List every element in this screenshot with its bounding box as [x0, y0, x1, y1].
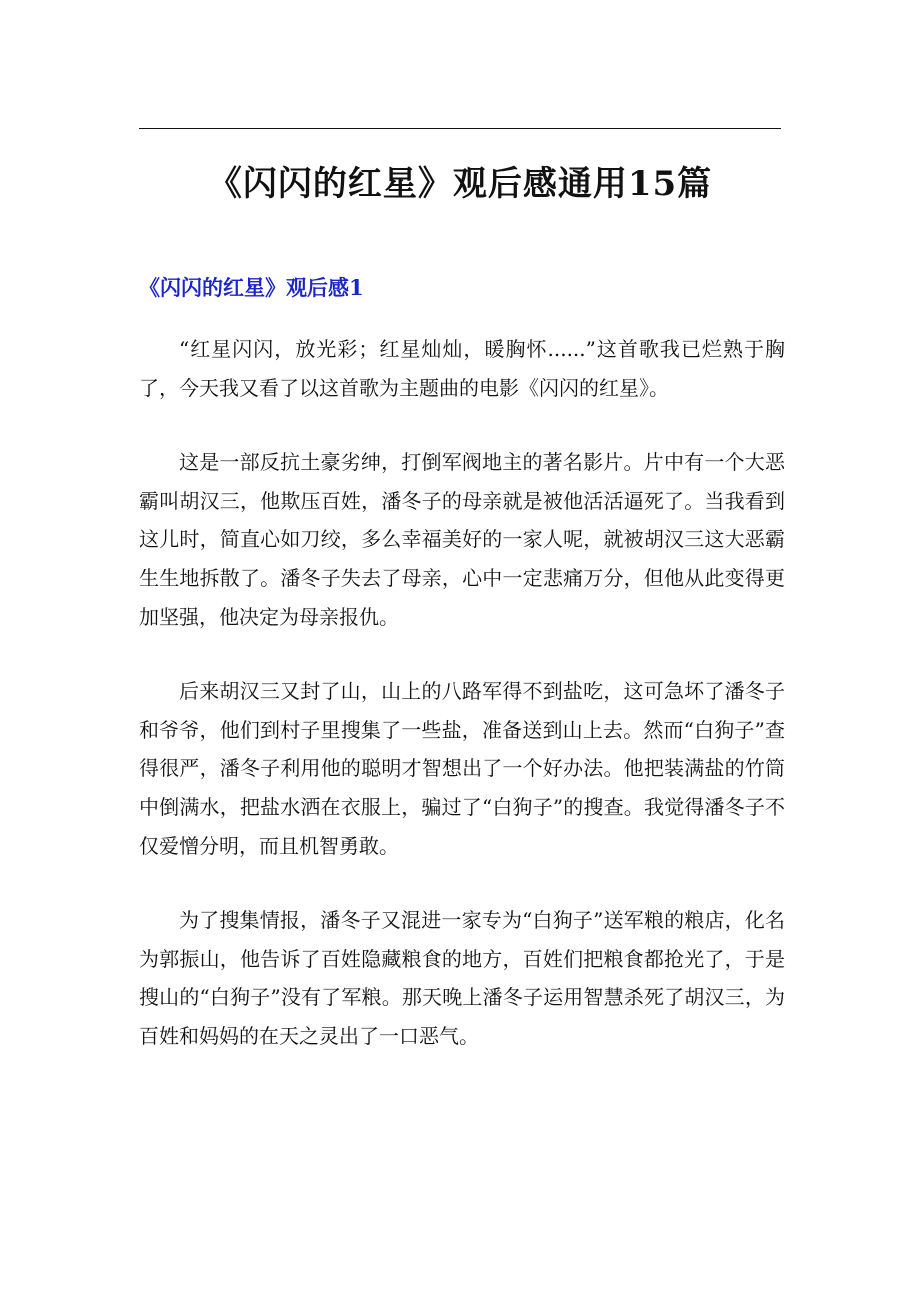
paragraph-1: “红星闪闪，放光彩；红星灿灿，暖胸怀......”这首歌我已烂熟于胸了，今天我又看了以这首歌为主题曲的电影《闪闪的红星》。 — [139, 337, 785, 400]
section-heading: 《闪闪的红星》观后感1 — [139, 275, 364, 300]
document-title: 《闪闪的红星》观后感通用15篇 — [207, 164, 713, 204]
paragraph-3: 后来胡汉三又封了山，山上的八路军得不到盐吃，这可急坏了潘冬子和爷爷，他们到村子里搜集了一些盐，准备送到山上去。然而“白狗子”查得很严，潘冬子利用他的聪明才智想出了一个好办法。他把装满盐的竹筒中倒满水，把盐水洒在衣服上，骗过了“白狗子”的搜查。我觉得潘冬子不仅爱憎分明，而且机智勇敢。 — [139, 679, 785, 858]
header-rule — [139, 128, 781, 129]
section-body — [139, 330, 785, 1092]
paragraph-2: 这是一部反抗土豪劣绅，打倒军阀地主的著名影片。片中有一个大恶霸叫胡汉三，他欺压百姓，潘冬子的母亲就是被他活活逼死了。当我看到这儿时，简直心如刀绞，多么幸福美好的一家人呢，就被胡汉三这大恶霸生生地拆散了。潘冬子失去了母亲，心中一定悲痛万分，但他从此变得更加坚强，他决定为母亲报仇。 — [139, 450, 785, 629]
paragraph-4: 为了搜集情报，潘冬子又混进一家专为“白狗子”送军粮的粮店，化名为郭振山，他告诉了百姓隐藏粮食的地方，百姓们把粮食都抢光了，于是搜山的“白狗子”没有了军粮。那天晚上潘冬子运用智慧杀死了胡汉三，为百姓和妈妈的在天之灵出了一口恶气。 — [139, 908, 785, 1048]
